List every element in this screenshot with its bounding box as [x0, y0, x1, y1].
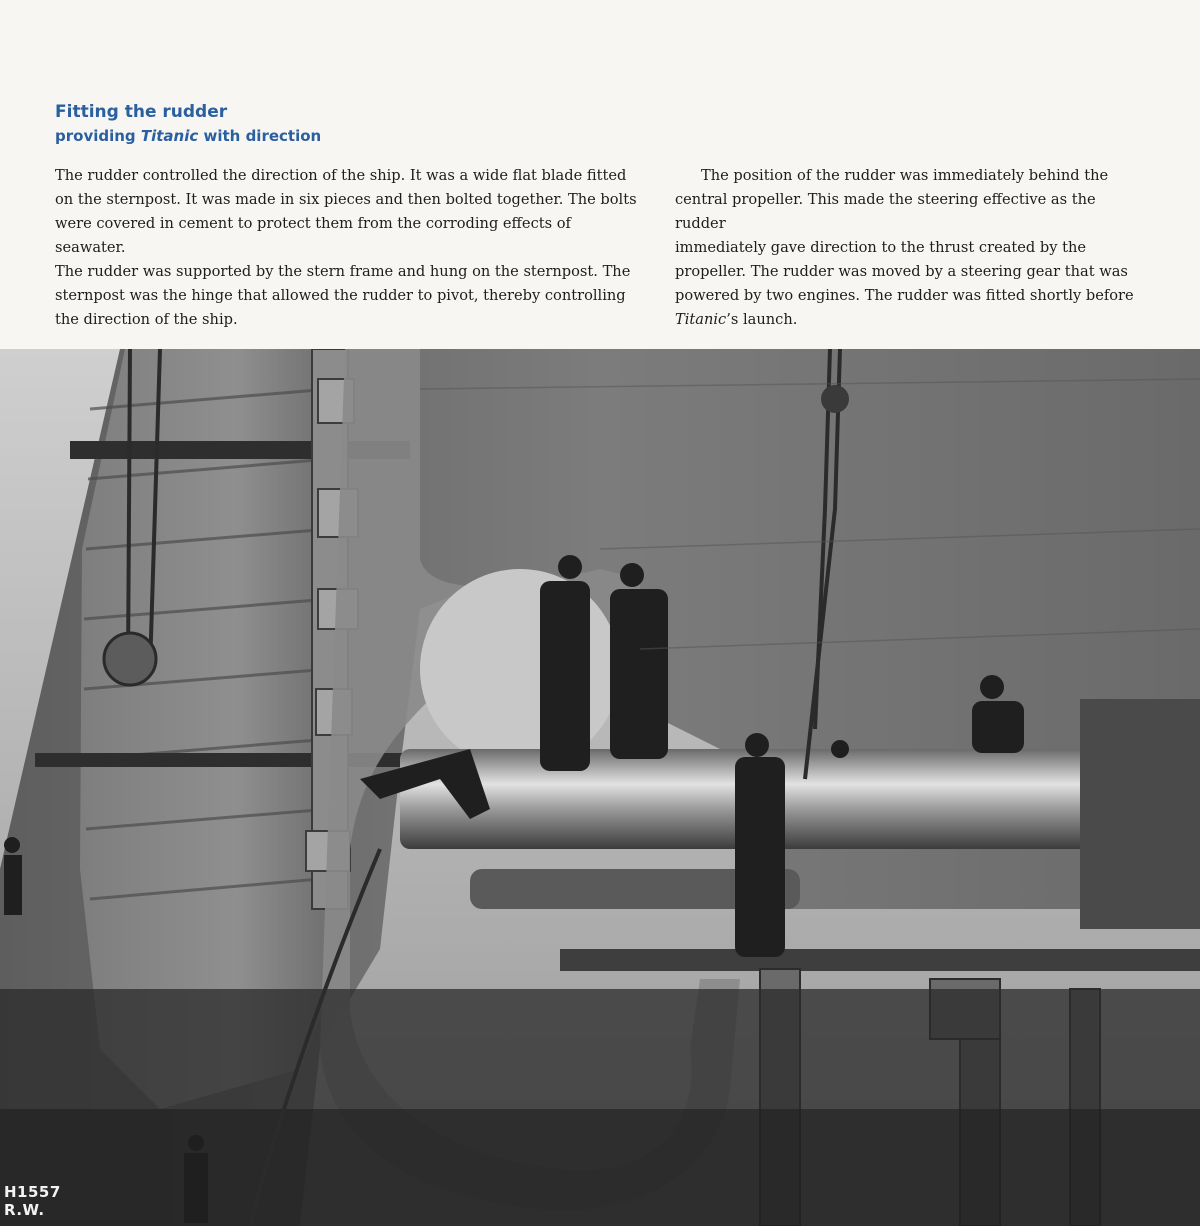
scaffold-deck	[560, 949, 1200, 971]
subtitle-prefix: providing	[55, 127, 141, 145]
photo-plate-label	[4, 1183, 61, 1219]
body-column-left	[55, 164, 645, 332]
plate-number: H1557	[4, 1183, 61, 1201]
body-line: the direction of the ship.	[55, 311, 238, 328]
dock-shadow	[0, 1109, 1200, 1226]
upper-pulley	[821, 385, 849, 413]
body-column-right	[675, 164, 1150, 332]
subtitle-emphasis: Titanic	[140, 127, 199, 145]
shaft-housing	[1080, 699, 1200, 929]
section-title: Fitting the rudder	[55, 102, 228, 122]
body-line-suffix: ’s launch.	[726, 311, 798, 328]
body-line: on the sternpost. It was made in six pieces and then bolted together. The bolts	[55, 191, 637, 208]
body-line: propeller. The rudder was moved by a steering gear that was	[675, 263, 1128, 280]
body-line: The rudder controlled the direction of the ship. It was a wide flat blade fitted	[55, 167, 627, 184]
rudder-photograph	[0, 349, 1200, 1226]
section-subtitle	[55, 124, 321, 148]
body-line: powered by two engines. The rudder was fitted shortly before	[675, 287, 1134, 304]
body-line: The position of the rudder was immediately behind the	[701, 167, 1109, 184]
body-line: were covered in cement to protect them from the corroding effects of seawater.	[55, 215, 571, 256]
body-line: immediately gave direction to the thrust created by the	[675, 239, 1087, 256]
body-line: central propeller. This made the steering effective as the rudder	[675, 191, 1096, 232]
section-heading	[55, 100, 321, 148]
subtitle-suffix: with direction	[198, 127, 322, 145]
photograph-image	[0, 349, 1200, 1226]
body-line: sternpost was the hinge that allowed the rudder to pivot, thereby controlling	[55, 287, 626, 304]
body-line	[675, 308, 1150, 332]
body-emphasis: Titanic	[675, 311, 727, 328]
body-line: The rudder was supported by the stern frame and hung on the sternpost. The	[55, 263, 631, 280]
plate-initials: R.W.	[4, 1201, 45, 1219]
pulley-block	[104, 633, 156, 685]
